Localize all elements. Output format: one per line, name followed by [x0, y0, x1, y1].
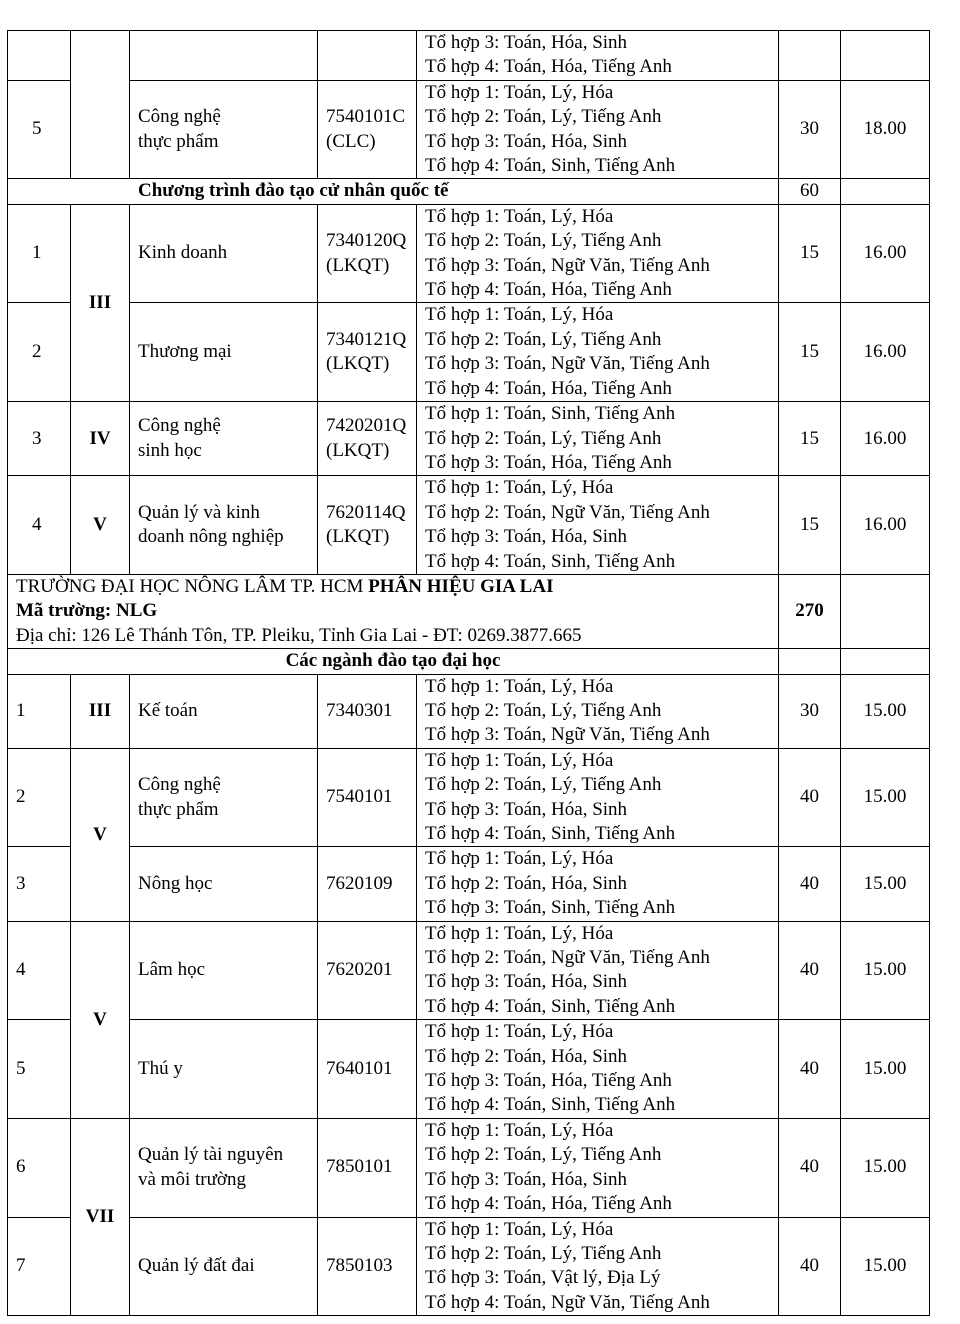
row-group: III — [71, 674, 130, 748]
row-combos: Tổ hợp 1: Toán, Lý, Hóa Tổ hợp 2: Toán, Ngữ Văn, Tiếng Anh Tổ hợp 3: Toán, Hóa, Sinh Tổ hợp 4: Toán, Sinh, Tiếng Anh — [417, 476, 779, 575]
row-code: 7340120Q (LKQT) — [318, 204, 417, 303]
row-score — [841, 31, 930, 81]
admissions-table — [7, 30, 930, 1316]
row-stt: 3 — [8, 847, 71, 921]
row-stt: 1 — [8, 204, 71, 303]
row-group: V — [71, 748, 130, 921]
row-score: 16.00 — [841, 402, 930, 476]
program-header-row — [8, 179, 930, 204]
row-quota: 15 — [779, 476, 841, 575]
table-row — [8, 748, 930, 847]
school-name: TRƯỜNG ĐẠI HỌC NÔNG LÂM TP. HCM — [16, 575, 369, 597]
row-quota: 30 — [779, 80, 841, 179]
row-major-name — [130, 31, 318, 81]
row-code: 7540101C (CLC) — [318, 80, 417, 179]
row-score: 16.00 — [841, 303, 930, 402]
school-header-row — [8, 574, 930, 648]
row-code — [318, 31, 417, 81]
row-stt: 6 — [8, 1118, 71, 1217]
table-row — [8, 80, 930, 179]
row-stt: 7 — [8, 1217, 71, 1316]
table-row — [8, 303, 930, 402]
row-score: 15.00 — [841, 1217, 930, 1316]
row-major-name: Công nghệ thực phẩm — [130, 748, 318, 847]
row-quota: 40 — [779, 748, 841, 847]
table-row — [8, 1217, 930, 1316]
row-quota: 40 — [779, 847, 841, 921]
row-major-name: Lâm học — [130, 921, 318, 1020]
row-stt: 3 — [8, 402, 71, 476]
row-quota: 15 — [779, 402, 841, 476]
row-major-name: Công nghệ thực phẩm — [130, 80, 318, 179]
row-code: 7540101 — [318, 748, 417, 847]
table-row — [8, 1118, 930, 1217]
table-row — [8, 921, 930, 1020]
row-score: 15.00 — [841, 1020, 930, 1119]
row-group: V — [71, 476, 130, 575]
row-code: 7850103 — [318, 1217, 417, 1316]
school-info — [8, 574, 779, 648]
row-quota: 40 — [779, 1020, 841, 1119]
row-stt: 1 — [8, 674, 71, 748]
row-major-name: Nông học — [130, 847, 318, 921]
row-stt: 4 — [8, 476, 71, 575]
row-stt: 5 — [8, 1020, 71, 1119]
row-combos: Tổ hợp 1: Toán, Lý, Hóa Tổ hợp 2: Toán, Lý, Tiếng Anh Tổ hợp 3: Toán, Hóa, Sinh Tổ hợp 4: Toán, Sinh, Tiếng Anh — [417, 748, 779, 847]
row-code: 7850101 — [318, 1118, 417, 1217]
table-row — [8, 847, 930, 921]
row-code: 7640101 — [318, 1020, 417, 1119]
row-quota: 15 — [779, 204, 841, 303]
row-score: 15.00 — [841, 921, 930, 1020]
row-combos: Tổ hợp 1: Toán, Sinh, Tiếng Anh Tổ hợp 2: Toán, Lý, Tiếng Anh Tổ hợp 3: Toán, Hóa, Tiếng Anh — [417, 402, 779, 476]
row-code: 7620109 — [318, 847, 417, 921]
row-quota: 40 — [779, 1217, 841, 1316]
row-group: III — [71, 204, 130, 401]
row-stt — [8, 31, 71, 81]
row-quota: 40 — [779, 921, 841, 1020]
school-quota: 270 — [779, 574, 841, 648]
row-quota: 15 — [779, 303, 841, 402]
row-score: 15.00 — [841, 674, 930, 748]
row-score: 16.00 — [841, 204, 930, 303]
row-code: 7620114Q (LKQT) — [318, 476, 417, 575]
row-combos: Tổ hợp 1: Toán, Lý, Hóa Tổ hợp 2: Toán, Lý, Tiếng Anh Tổ hợp 3: Toán, Hóa, Sinh Tổ hợp 4: Toán, Sinh, Tiếng Anh — [417, 80, 779, 179]
row-combos: Tổ hợp 1: Toán, Lý, Hóa Tổ hợp 2: Toán, Lý, Tiếng Anh Tổ hợp 3: Toán, Ngữ Văn, Tiếng Anh Tổ hợp 4: Toán, Hóa, Tiếng Anh — [417, 204, 779, 303]
row-combos: Tổ hợp 1: Toán, Lý, Hóa Tổ hợp 2: Toán, Lý, Tiếng Anh Tổ hợp 3: Toán, Ngữ Văn, Tiếng Anh — [417, 674, 779, 748]
school-code: Mã trường: NLG — [16, 600, 158, 622]
row-major-name: Thương mại — [130, 303, 318, 402]
table-row — [8, 1020, 930, 1119]
row-quota — [779, 31, 841, 81]
row-major-name: Công nghệ sinh học — [130, 402, 318, 476]
row-stt: 2 — [8, 748, 71, 847]
row-score: 15.00 — [841, 1118, 930, 1217]
row-stt: 2 — [8, 303, 71, 402]
table-row — [8, 402, 930, 476]
row-combos: Tổ hợp 3: Toán, Hóa, Sinh Tổ hợp 4: Toán, Hóa, Tiếng Anh — [417, 31, 779, 81]
row-combos: Tổ hợp 1: Toán, Lý, Hóa Tổ hợp 2: Toán, Lý, Tiếng Anh Tổ hợp 3: Toán, Hóa, Sinh Tổ hợp 4: Toán, Hóa, Tiếng Anh — [417, 1118, 779, 1217]
row-code: 7420201Q (LKQT) — [318, 402, 417, 476]
school-branch: PHÂN HIỆU GIA LAI — [368, 575, 554, 597]
row-group — [71, 31, 130, 179]
table-row — [8, 31, 930, 81]
row-score: 15.00 — [841, 748, 930, 847]
row-major-name: Quản lý và kinh doanh nông nghiệp — [130, 476, 318, 575]
row-quota: 40 — [779, 1118, 841, 1217]
table-row — [8, 476, 930, 575]
row-combos: Tổ hợp 1: Toán, Lý, Hóa Tổ hợp 2: Toán, Lý, Tiếng Anh Tổ hợp 3: Toán, Ngữ Văn, Tiếng Anh Tổ hợp 4: Toán, Hóa, Tiếng Anh — [417, 303, 779, 402]
row-major-name: Kinh doanh — [130, 204, 318, 303]
row-group: VII — [71, 1118, 130, 1315]
row-major-name: Quản lý tài nguyên và môi trường — [130, 1118, 318, 1217]
row-major-name: Thú y — [130, 1020, 318, 1119]
program-quota: 60 — [779, 179, 841, 204]
table-row — [8, 204, 930, 303]
row-combos: Tổ hợp 1: Toán, Lý, Hóa Tổ hợp 2: Toán, Lý, Tiếng Anh Tổ hợp 3: Toán, Vật lý, Địa Lý Tổ hợp 4: Toán, Ngữ Văn, Tiếng Anh — [417, 1217, 779, 1316]
section-header-row — [8, 649, 930, 674]
row-group: IV — [71, 402, 130, 476]
row-major-name: Quản lý đất đai — [130, 1217, 318, 1316]
school-address: Địa chỉ: 126 Lê Thánh Tôn, TP. Pleiku, Tỉnh Gia Lai - ĐT: 0269.3877.665 — [16, 624, 582, 646]
row-group: V — [71, 921, 130, 1118]
row-combos: Tổ hợp 1: Toán, Lý, Hóa Tổ hợp 2: Toán, Hóa, Sinh Tổ hợp 3: Toán, Hóa, Tiếng Anh Tổ hợp 4: Toán, Sinh, Tiếng Anh — [417, 1020, 779, 1119]
row-code: 7620201 — [318, 921, 417, 1020]
row-code: 7340121Q (LKQT) — [318, 303, 417, 402]
row-combos: Tổ hợp 1: Toán, Lý, Hóa Tổ hợp 2: Toán, Ngữ Văn, Tiếng Anh Tổ hợp 3: Toán, Hóa, Sinh Tổ hợp 4: Toán, Sinh, Tiếng Anh — [417, 921, 779, 1020]
row-quota: 30 — [779, 674, 841, 748]
row-score: 18.00 — [841, 80, 930, 179]
row-major-name: Kế toán — [130, 674, 318, 748]
row-stt: 5 — [8, 80, 71, 179]
undergrad-title: Các ngành đào tạo đại học — [8, 649, 779, 674]
program-title: Chương trình đào tạo cử nhân quốc tế — [8, 179, 779, 204]
row-score: 16.00 — [841, 476, 930, 575]
row-combos: Tổ hợp 1: Toán, Lý, Hóa Tổ hợp 2: Toán, Hóa, Sinh Tổ hợp 3: Toán, Sinh, Tiếng Anh — [417, 847, 779, 921]
row-code: 7340301 — [318, 674, 417, 748]
row-stt: 4 — [8, 921, 71, 1020]
table-row — [8, 674, 930, 748]
row-score: 15.00 — [841, 847, 930, 921]
